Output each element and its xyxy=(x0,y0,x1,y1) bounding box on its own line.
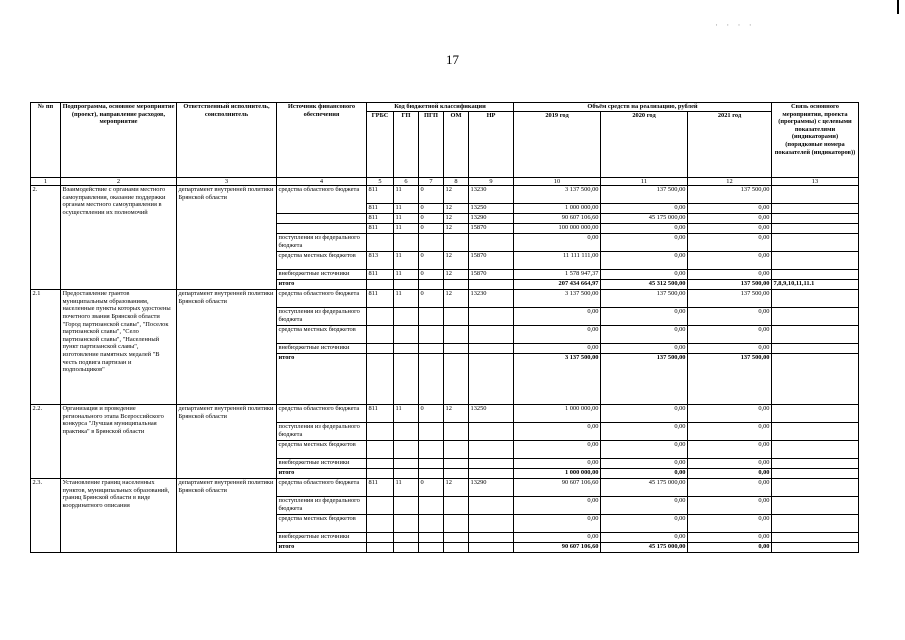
amount-2019: 0,00 xyxy=(514,308,601,326)
funding-source: поступления из федерального бюджета xyxy=(277,497,367,515)
code-gp: 11 xyxy=(394,405,419,423)
code-om: 12 xyxy=(444,290,469,308)
header-source: Источник финансового обеспечения xyxy=(277,103,367,178)
code-nr: 13230 xyxy=(469,290,514,308)
column-number: 3 xyxy=(177,177,277,186)
code-grbs: 811 xyxy=(367,479,394,497)
code-om: 12 xyxy=(444,252,469,270)
funding-source xyxy=(277,214,367,224)
funding-source: внебюджетные источники xyxy=(277,459,367,469)
header-year-2019: 2019 год xyxy=(514,111,601,177)
indicator-link xyxy=(772,515,859,533)
code-gp: 11 xyxy=(394,214,419,224)
amount-2019: 0,00 xyxy=(514,533,601,543)
funding-source: внебюджетные источники xyxy=(277,270,367,280)
code-gp: 11 xyxy=(394,252,419,270)
amount-2019: 3 137 500,00 xyxy=(514,186,601,204)
funding-source: итого xyxy=(277,469,367,479)
column-number: 7 xyxy=(419,177,444,186)
code-pgp xyxy=(419,326,444,344)
code-om xyxy=(444,344,469,354)
column-number: 9 xyxy=(469,177,514,186)
header-year-2020: 2020 год xyxy=(601,111,688,177)
funding-source: итого xyxy=(277,543,367,553)
amount-2019: 3 137 500,00 xyxy=(514,290,601,308)
amount-2019: 11 111 111,00 xyxy=(514,252,601,270)
funding-source: итого xyxy=(277,354,367,405)
amount-2020: 0,00 xyxy=(601,234,688,252)
column-number: 5 xyxy=(367,177,394,186)
code-gp xyxy=(394,354,419,405)
amount-2021: 0,00 xyxy=(688,270,772,280)
funding-source xyxy=(277,204,367,214)
amount-2020: 0,00 xyxy=(601,405,688,423)
code-om xyxy=(444,423,469,441)
table-row xyxy=(31,186,859,204)
amount-2020: 0,00 xyxy=(601,344,688,354)
code-pgp xyxy=(419,469,444,479)
code-grbs xyxy=(367,280,394,290)
amount-2019: 1 578 947,37 xyxy=(514,270,601,280)
amount-2020: 0,00 xyxy=(601,497,688,515)
code-gp xyxy=(394,515,419,533)
code-gp xyxy=(394,469,419,479)
amount-2021: 0,00 xyxy=(688,344,772,354)
amount-2020: 0,00 xyxy=(601,459,688,469)
funding-source: средства местных бюджетов xyxy=(277,252,367,270)
amount-2019: 100 000 000,00 xyxy=(514,224,601,234)
code-grbs xyxy=(367,497,394,515)
code-nr xyxy=(469,423,514,441)
amount-2019: 1 000 000,00 xyxy=(514,469,601,479)
amount-2020: 0,00 xyxy=(601,441,688,459)
code-gp: 11 xyxy=(394,290,419,308)
amount-2020: 45 312 500,00 xyxy=(601,280,688,290)
indicator-link xyxy=(772,533,859,543)
amount-2021: 0,00 xyxy=(688,441,772,459)
code-nr xyxy=(469,280,514,290)
funding-source: средства областного бюджета xyxy=(277,290,367,308)
code-pgp: 0 xyxy=(419,290,444,308)
amount-2019: 0,00 xyxy=(514,515,601,533)
amount-2020: 0,00 xyxy=(601,252,688,270)
amount-2021: 137 500,00 xyxy=(688,280,772,290)
column-number: 4 xyxy=(277,177,367,186)
amount-2021: 0,00 xyxy=(688,497,772,515)
code-grbs xyxy=(367,459,394,469)
code-grbs: 811 xyxy=(367,204,394,214)
amount-2019: 90 607 106,60 xyxy=(514,479,601,497)
code-om: 12 xyxy=(444,186,469,204)
indicator-link xyxy=(772,441,859,459)
indicator-link xyxy=(772,423,859,441)
code-grbs xyxy=(367,515,394,533)
code-pgp xyxy=(419,234,444,252)
code-pgp xyxy=(419,423,444,441)
code-pgp xyxy=(419,459,444,469)
header-amount: Объём средств на реализацию, рублей xyxy=(514,103,772,112)
page-number: 17 xyxy=(446,52,459,67)
funding-source: средства местных бюджетов xyxy=(277,326,367,344)
code-grbs xyxy=(367,344,394,354)
code-nr xyxy=(469,354,514,405)
column-number: 10 xyxy=(514,177,601,186)
amount-2020: 45 175 000,00 xyxy=(601,543,688,553)
code-pgp xyxy=(419,344,444,354)
code-nr xyxy=(469,497,514,515)
indicator-link xyxy=(772,543,859,553)
code-gp: 11 xyxy=(394,186,419,204)
table-row xyxy=(31,479,859,497)
amount-2021: 0,00 xyxy=(688,252,772,270)
code-grbs: 813 xyxy=(367,252,394,270)
column-number: 6 xyxy=(394,177,419,186)
code-pgp: 0 xyxy=(419,270,444,280)
funding-source: средства местных бюджетов xyxy=(277,515,367,533)
header-gp: ГП xyxy=(394,111,419,177)
amount-2019: 0,00 xyxy=(514,326,601,344)
code-grbs xyxy=(367,234,394,252)
header-grbs: ГРБС xyxy=(367,111,394,177)
indicator-link xyxy=(772,214,859,224)
code-grbs: 811 xyxy=(367,214,394,224)
indicator-link xyxy=(772,186,859,204)
amount-2021: 0,00 xyxy=(688,234,772,252)
amount-2019: 0,00 xyxy=(514,441,601,459)
executor: департамент внутренней политики Брянской области xyxy=(177,405,277,479)
code-nr: 15870 xyxy=(469,224,514,234)
code-grbs: 811 xyxy=(367,270,394,280)
amount-2020: 45 175 000,00 xyxy=(601,214,688,224)
funding-source: внебюджетные источники xyxy=(277,533,367,543)
code-grbs xyxy=(367,543,394,553)
code-nr: 13230 xyxy=(469,186,514,204)
code-nr xyxy=(469,326,514,344)
code-gp xyxy=(394,441,419,459)
code-om xyxy=(444,326,469,344)
header-pgp: ПГП xyxy=(419,111,444,177)
code-grbs: 811 xyxy=(367,290,394,308)
table-row xyxy=(31,290,859,308)
indicator-link xyxy=(772,344,859,354)
code-om xyxy=(444,308,469,326)
column-number: 11 xyxy=(601,177,688,186)
column-number: 12 xyxy=(688,177,772,186)
indicator-link xyxy=(772,354,859,405)
code-pgp xyxy=(419,441,444,459)
header-om: ОМ xyxy=(444,111,469,177)
budget-table xyxy=(30,102,859,553)
scan-noise: · · · · xyxy=(715,20,755,30)
amount-2020: 137 500,00 xyxy=(601,290,688,308)
amount-2020: 45 175 000,00 xyxy=(601,479,688,497)
indicator-link xyxy=(772,405,859,423)
code-nr: 13250 xyxy=(469,204,514,214)
amount-2020: 0,00 xyxy=(601,308,688,326)
indicator-link xyxy=(772,252,859,270)
amount-2021: 0,00 xyxy=(688,479,772,497)
code-gp xyxy=(394,344,419,354)
code-gp xyxy=(394,308,419,326)
program-name: Предоставление грантов муниципальным образованиям, населенные пункты которых удостоены почетного звания Брянской области "Город партизанской славы", "Поселок партизанской славы", "Село партизанской славы", "Населенный пункт партизанской славы", изготовление памятных медалей "В честь подвига партизан и подпольщиков" xyxy=(61,290,177,405)
amount-2020: 0,00 xyxy=(601,224,688,234)
code-nr: 13290 xyxy=(469,479,514,497)
indicator-link xyxy=(772,224,859,234)
amount-2019: 1 000 000,00 xyxy=(514,204,601,214)
indicator-link xyxy=(772,290,859,308)
amount-2021: 137 500,00 xyxy=(688,354,772,405)
code-pgp: 0 xyxy=(419,405,444,423)
funding-source xyxy=(277,224,367,234)
code-gp: 11 xyxy=(394,204,419,214)
table-row xyxy=(31,405,859,423)
code-pgp: 0 xyxy=(419,186,444,204)
code-pgp: 0 xyxy=(419,204,444,214)
table-body xyxy=(31,186,859,553)
code-grbs xyxy=(367,533,394,543)
row-number: 2.1 xyxy=(31,290,61,405)
code-nr xyxy=(469,234,514,252)
funding-source: внебюджетные источники xyxy=(277,344,367,354)
row-number: 2.2. xyxy=(31,405,61,479)
code-om: 12 xyxy=(444,214,469,224)
header-program: Подпрограмма, основное мероприятие (проект), направление расходов, мероприятие xyxy=(61,103,177,178)
amount-2020: 0,00 xyxy=(601,469,688,479)
amount-2019: 0,00 xyxy=(514,459,601,469)
amount-2019: 3 137 500,00 xyxy=(514,354,601,405)
code-om: 12 xyxy=(444,479,469,497)
amount-2020: 137 500,00 xyxy=(601,186,688,204)
code-gp xyxy=(394,533,419,543)
amount-2020: 137 500,00 xyxy=(601,354,688,405)
code-gp: 11 xyxy=(394,270,419,280)
code-gp xyxy=(394,326,419,344)
funding-source: средства местных бюджетов xyxy=(277,441,367,459)
code-om xyxy=(444,354,469,405)
code-gp: 11 xyxy=(394,224,419,234)
program-name: Установление границ населенных пунктов, муниципальных образований, границ Брянской области в виде координатного описания xyxy=(61,479,177,553)
indicator-link xyxy=(772,308,859,326)
indicator-link xyxy=(772,270,859,280)
code-pgp xyxy=(419,280,444,290)
code-om xyxy=(444,459,469,469)
funding-source: поступления из федерального бюджета xyxy=(277,308,367,326)
code-grbs: 811 xyxy=(367,186,394,204)
code-om xyxy=(444,533,469,543)
amount-2020: 0,00 xyxy=(601,423,688,441)
funding-source: поступления из федерального бюджета xyxy=(277,234,367,252)
code-grbs xyxy=(367,441,394,459)
amount-2021: 0,00 xyxy=(688,533,772,543)
code-gp xyxy=(394,497,419,515)
indicator-link xyxy=(772,479,859,497)
code-om: 12 xyxy=(444,405,469,423)
code-pgp xyxy=(419,533,444,543)
row-number: 2.3. xyxy=(31,479,61,553)
code-pgp xyxy=(419,515,444,533)
indicator-link xyxy=(772,204,859,214)
funding-source: средства областного бюджета xyxy=(277,186,367,204)
code-nr xyxy=(469,469,514,479)
amount-2021: 0,00 xyxy=(688,204,772,214)
code-grbs xyxy=(367,308,394,326)
amount-2019: 1 000 000,00 xyxy=(514,405,601,423)
amount-2020: 0,00 xyxy=(601,326,688,344)
code-gp: 11 xyxy=(394,479,419,497)
code-grbs xyxy=(367,423,394,441)
code-grbs xyxy=(367,469,394,479)
header-link: Связь основного мероприятия, проекта (программы) с целевыми показателями (индикаторами) (порядковые номера показателей (индикаторов)) xyxy=(772,103,859,178)
executor: департамент внутренней политики Брянской области xyxy=(177,186,277,290)
code-gp xyxy=(394,459,419,469)
amount-2021: 0,00 xyxy=(688,423,772,441)
indicator-link xyxy=(772,469,859,479)
code-om: 12 xyxy=(444,270,469,280)
funding-source: поступления из федерального бюджета xyxy=(277,423,367,441)
code-nr xyxy=(469,441,514,459)
code-om xyxy=(444,515,469,533)
indicator-link xyxy=(772,326,859,344)
code-nr xyxy=(469,515,514,533)
code-pgp xyxy=(419,308,444,326)
column-number: 8 xyxy=(444,177,469,186)
amount-2020: 0,00 xyxy=(601,515,688,533)
code-grbs: 811 xyxy=(367,405,394,423)
code-om xyxy=(444,441,469,459)
executor: департамент внутренней политики Брянской области xyxy=(177,479,277,553)
code-om xyxy=(444,234,469,252)
program-name: Организация и проведение регионального этапа Всероссийского конкурса "Лучшая муниципальная практика" в Брянской области xyxy=(61,405,177,479)
code-om xyxy=(444,469,469,479)
amount-2021: 137 500,00 xyxy=(688,290,772,308)
amount-2019: 207 434 664,97 xyxy=(514,280,601,290)
funding-source: итого xyxy=(277,280,367,290)
code-nr xyxy=(469,533,514,543)
code-grbs xyxy=(367,326,394,344)
column-numbers-row xyxy=(31,177,859,186)
amount-2019: 0,00 xyxy=(514,234,601,252)
amount-2019: 0,00 xyxy=(514,344,601,354)
amount-2021: 137 500,00 xyxy=(688,186,772,204)
code-pgp: 0 xyxy=(419,252,444,270)
column-number: 13 xyxy=(772,177,859,186)
code-pgp xyxy=(419,497,444,515)
header-nr: НР xyxy=(469,111,514,177)
column-number: 2 xyxy=(61,177,177,186)
code-nr xyxy=(469,459,514,469)
code-grbs xyxy=(367,354,394,405)
code-nr: 13290 xyxy=(469,214,514,224)
code-nr xyxy=(469,543,514,553)
amount-2020: 0,00 xyxy=(601,204,688,214)
amount-2021: 0,00 xyxy=(688,469,772,479)
code-gp xyxy=(394,423,419,441)
header-kbk: Код бюджетной классификации xyxy=(367,103,514,112)
code-om: 12 xyxy=(444,204,469,214)
header-executor: Ответственный исполнитель, соисполнитель xyxy=(177,103,277,178)
code-nr: 13250 xyxy=(469,405,514,423)
header-year-2021: 2021 год xyxy=(688,111,772,177)
amount-2019: 90 607 106,60 xyxy=(514,543,601,553)
header-num: № пп xyxy=(31,103,61,178)
code-pgp xyxy=(419,354,444,405)
column-number: 1 xyxy=(31,177,61,186)
code-om xyxy=(444,543,469,553)
indicator-link: 7,8,9,10,11,11.1 xyxy=(772,280,859,290)
amount-2021: 0,00 xyxy=(688,459,772,469)
code-pgp: 0 xyxy=(419,479,444,497)
code-om: 12 xyxy=(444,224,469,234)
amount-2021: 0,00 xyxy=(688,405,772,423)
amount-2019: 0,00 xyxy=(514,497,601,515)
amount-2021: 0,00 xyxy=(688,214,772,224)
indicator-link xyxy=(772,234,859,252)
amount-2021: 0,00 xyxy=(688,308,772,326)
amount-2021: 0,00 xyxy=(688,326,772,344)
code-nr xyxy=(469,344,514,354)
code-gp xyxy=(394,543,419,553)
amount-2021: 0,00 xyxy=(688,543,772,553)
code-pgp xyxy=(419,543,444,553)
amount-2021: 0,00 xyxy=(688,515,772,533)
amount-2020: 0,00 xyxy=(601,270,688,280)
code-gp xyxy=(394,234,419,252)
amount-2021: 0,00 xyxy=(688,224,772,234)
indicator-link xyxy=(772,497,859,515)
code-grbs: 811 xyxy=(367,224,394,234)
code-gp xyxy=(394,280,419,290)
amount-2019: 0,00 xyxy=(514,423,601,441)
code-pgp: 0 xyxy=(419,214,444,224)
code-nr: 15870 xyxy=(469,252,514,270)
funding-source: средства областного бюджета xyxy=(277,479,367,497)
code-nr: 15870 xyxy=(469,270,514,280)
code-nr xyxy=(469,308,514,326)
code-om xyxy=(444,280,469,290)
program-name: Взаимодействие с органами местного самоуправления, оказание поддержки органам местного самоуправления в осуществлении их полномочий xyxy=(61,186,177,290)
indicator-link xyxy=(772,459,859,469)
scan-edge-mark xyxy=(897,0,899,14)
executor: департамент внутренней политики Брянской области xyxy=(177,290,277,405)
amount-2020: 0,00 xyxy=(601,533,688,543)
row-number: 2. xyxy=(31,186,61,290)
code-pgp: 0 xyxy=(419,224,444,234)
code-om xyxy=(444,497,469,515)
amount-2019: 90 607 106,60 xyxy=(514,214,601,224)
funding-source: средства областного бюджета xyxy=(277,405,367,423)
